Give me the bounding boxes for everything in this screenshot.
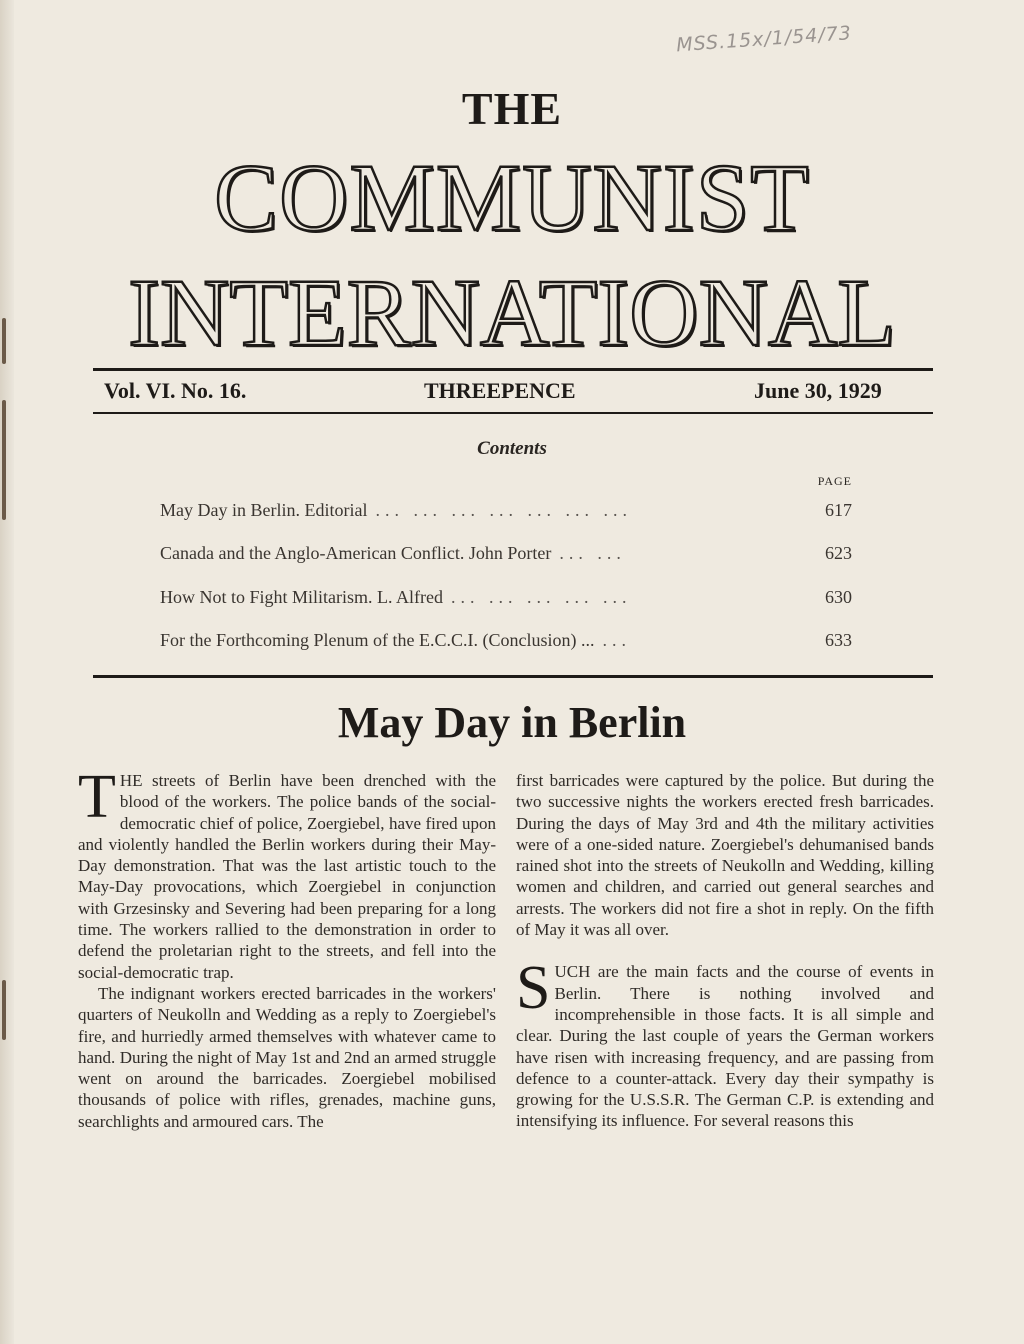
toc-item[interactable]	[160, 587, 852, 613]
article-title: May Day in Berlin	[337, 698, 687, 747]
toc-item-title: Canada and the Anglo-American Conflict. John Porter	[160, 543, 552, 563]
masthead-line-2: INTERNATIONAL	[128, 259, 896, 366]
masthead-line-1: COMMUNIST	[214, 144, 810, 251]
contents-title: Contents	[477, 438, 547, 459]
toc-item-dots: ... ... ... ... ... ... ...	[375, 500, 632, 520]
drop-cap: S	[516, 954, 551, 1023]
rule-contents-bottom	[93, 675, 933, 678]
drop-cap: T	[78, 763, 116, 831]
masthead-the: THE	[461, 83, 563, 134]
rule-top	[93, 368, 933, 371]
toc-item-page: 633	[825, 630, 852, 650]
spine-mark	[2, 980, 6, 1040]
toc-item-title: How Not to Fight Militarism. L. Alfred	[160, 587, 443, 607]
article-paragraph: The indignant workers erected barricades in the workers' quarters of Neukolln and Wedding as a reply to Zoergiebel's fire, and hurriedly armed themselves with whatever came to hand. During the night of May 1st and 2nd an armed struggle went on around the barricades. Zoergiebel mobilised thousands of police with rifles, grenades, machine guns, searchlights and armoured cars. The	[78, 983, 496, 1131]
contents-page-header: PAGE	[817, 474, 852, 488]
article-paragraph: HE streets of Berlin have been drenched with the blood of the workers. The police bands of the social-democratic chief of police, Zoergiebel, have fired upon and violently handled the Berlin workers during their May-Day demonstration. That was the last artistic touch to the May-Day provocations, which Zoergiebel in conjunction with Grzesinsky and Severing had been preparing for a long time. The workers rallied to the demonstration in order to defend the proletarian right to the streets, and fell into the social-democratic trap.	[78, 771, 496, 982]
article-column-right	[516, 770, 934, 1132]
toc-item-title: May Day in Berlin. Editorial	[160, 500, 368, 520]
toc-item-page: 617	[825, 500, 852, 520]
rule-issue-bottom	[93, 412, 933, 414]
toc-item-page: 623	[825, 543, 852, 563]
toc-item[interactable]	[160, 500, 852, 526]
archive-reference-handwritten: MSS.15x/1/54/73	[675, 22, 853, 57]
issue-date: June 30, 1929	[754, 378, 882, 403]
toc-item-dots: ... ...	[559, 543, 626, 563]
article-paragraph: first barricades were captured by the police. But during the two successive nights the workers erected fresh barricades. During the days of May 3rd and 4th the military activities were of a one-sided nature. Zoergiebel's dehumanised bands rained shot into the streets of Neukolln and Wedding, killing women and children, and carried out general searches and arrests. The workers did not fire a shot in reply. On the fifth of May it was all over.	[516, 771, 934, 940]
paragraph-gap	[516, 940, 934, 961]
issue-price: THREEPENCE	[424, 378, 576, 403]
toc-item-dots: ...	[602, 630, 631, 650]
toc-item[interactable]	[160, 630, 852, 656]
article-column-left	[78, 763, 496, 1132]
toc-item[interactable]	[160, 543, 852, 569]
toc-item-title: For the Forthcoming Plenum of the E.C.C.I. (Conclusion) ...	[160, 630, 595, 650]
spine-mark	[2, 400, 6, 520]
issue-volume: Vol. VI. No. 16.	[104, 378, 247, 403]
article-paragraph: UCH are the main facts and the course of events in Berlin. There is nothing involved and incomprehensible in those facts. It is all simple and clear. During the last couple of years the German workers have risen with increasing frequency, and are passing from defence to a counter-attack. Every day their sympathy is growing for the U.S.S.R. The German C.P. is extending and intensifying its influence. For several reasons this	[516, 962, 934, 1131]
toc-item-dots: ... ... ... ... ...	[451, 587, 632, 607]
toc-item-page: 630	[825, 587, 852, 607]
